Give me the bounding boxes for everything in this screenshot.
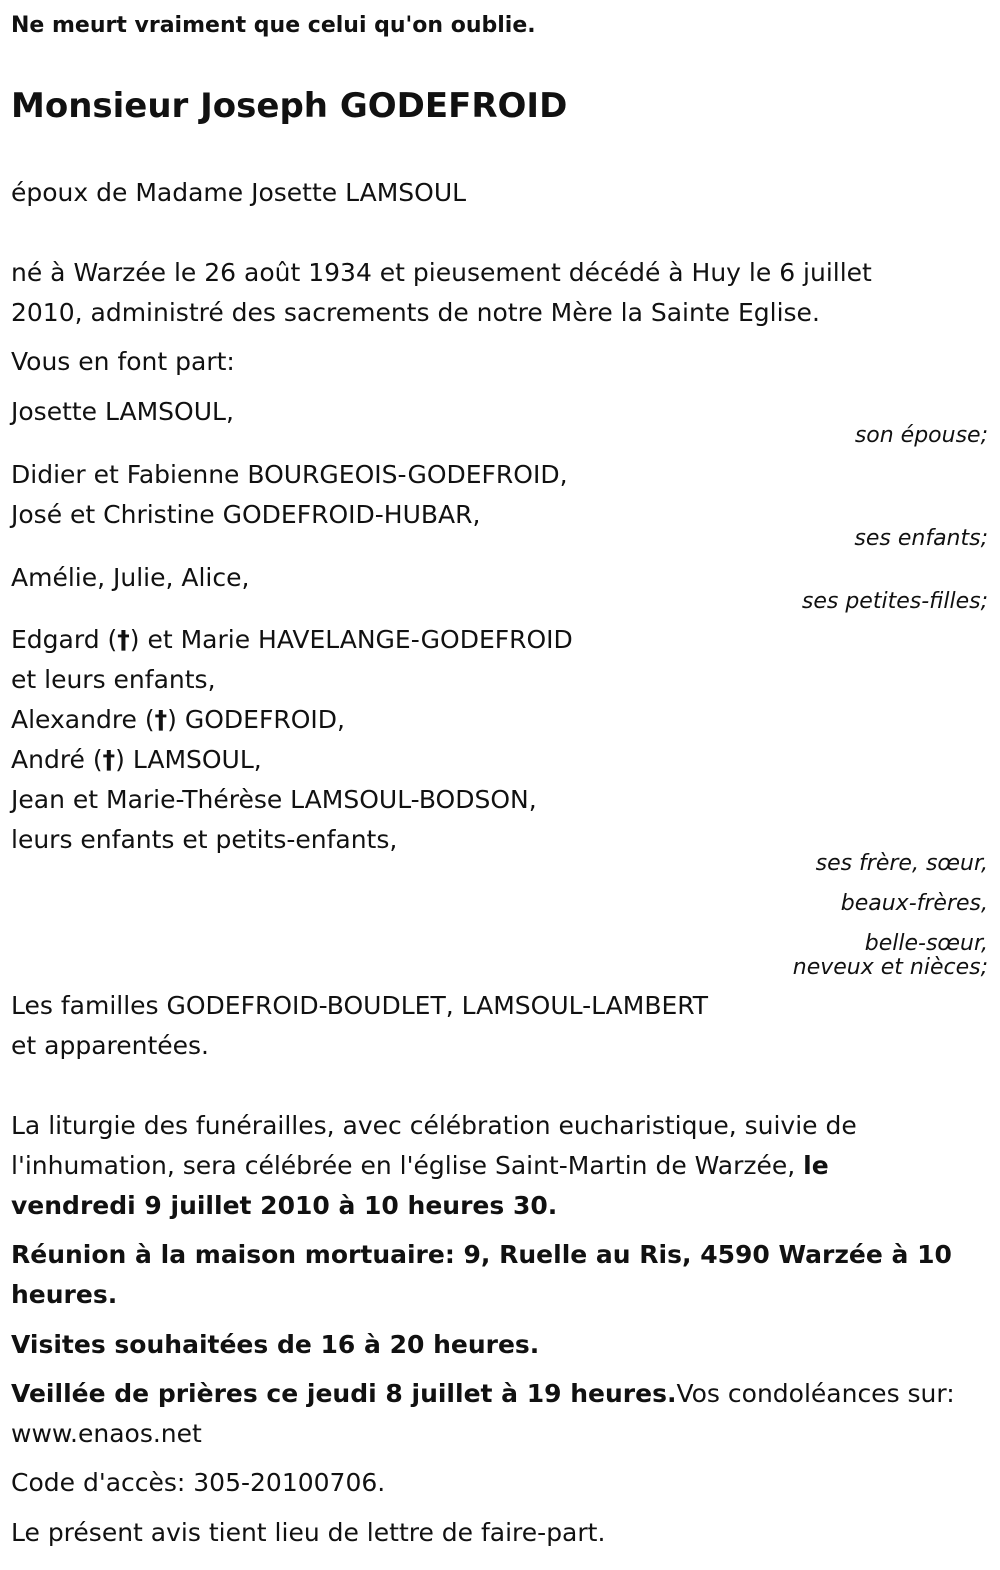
funeral-line-2-bold: le xyxy=(803,1151,829,1180)
sibling-alexandre-rest: ) GODEFROID, xyxy=(167,705,345,734)
family-child-2: José et Christine GODEFROID-HUBAR, xyxy=(11,500,481,529)
relation-siblings-4: neveux et nièces; xyxy=(792,955,988,980)
relation-siblings-3: belle-sœur, xyxy=(864,931,988,956)
sibling-edgard-children: et leurs enfants, xyxy=(11,665,216,694)
birth-death-line-1: né à Warzée le 26 août 1934 et pieusement décédé à Huy le 6 juillet xyxy=(11,258,872,287)
family-child-1: Didier et Fabienne BOURGEOIS-GODEFROID, xyxy=(11,460,568,489)
family-spouse-name: Josette LAMSOUL, xyxy=(11,397,234,426)
funeral-date: vendredi 9 juillet 2010 à 10 heures 30. xyxy=(11,1191,558,1220)
funeral-line-2 xyxy=(11,1150,829,1182)
sibling-edgard-rest: ) et Marie HAVELANGE-GODEFROID xyxy=(129,625,573,654)
relation-spouse: son épouse; xyxy=(854,423,988,448)
vigil: Veillée de prières ce jeudi 8 juillet à 19 heures. xyxy=(11,1379,677,1408)
website-link[interactable]: www.enaos.net xyxy=(11,1419,202,1448)
cross-icon: † xyxy=(154,705,168,734)
relation-siblings-1: ses frère, sœur, xyxy=(815,851,988,876)
vigil-line xyxy=(11,1378,955,1410)
cross-icon: † xyxy=(102,745,116,774)
sibling-alexandre xyxy=(11,704,345,736)
funeral-line-1: La liturgie des funérailles, avec célébration eucharistique, suivie de xyxy=(11,1111,857,1140)
funeral-line-2-text: l'inhumation, sera célébrée en l'église Saint-Martin de Warzée, xyxy=(11,1151,804,1180)
family-granddaughters: Amélie, Julie, Alice, xyxy=(11,563,250,592)
birth-death-line-2: 2010, administré des sacrements de notre Mère la Sainte Eglise. xyxy=(11,298,820,327)
relation-granddaughters: ses petites-filles; xyxy=(801,589,988,614)
sibling-andre-rest: ) LAMSOUL, xyxy=(115,745,262,774)
reunion-line-1: Réunion à la maison mortuaire: 9, Ruelle au Ris, 4590 Warzée à 10 xyxy=(11,1240,952,1269)
notice: Le présent avis tient lieu de lettre de faire-part. xyxy=(11,1518,606,1547)
motto: Ne meurt vraiment que celui qu'on oublie. xyxy=(11,13,536,38)
families-line-1: Les familles GODEFROID-BOUDLET, LAMSOUL-LAMBERT xyxy=(11,991,709,1020)
condolences-label: Vos condoléances sur: xyxy=(676,1379,955,1408)
sibling-andre-first: André ( xyxy=(11,745,103,774)
sibling-jean-marie-children: leurs enfants et petits-enfants, xyxy=(11,825,398,854)
announce-intro: Vous en font part: xyxy=(11,347,235,376)
reunion-line-2: heures. xyxy=(11,1280,118,1309)
deceased-name: Monsieur Joseph GODEFROID xyxy=(11,86,568,126)
sibling-andre xyxy=(11,744,262,776)
relation-siblings-2: beaux-frères, xyxy=(840,891,988,916)
families-line-2: et apparentées. xyxy=(11,1031,209,1060)
relation-children: ses enfants; xyxy=(854,526,988,551)
sibling-alexandre-first: Alexandre ( xyxy=(11,705,155,734)
sibling-jean-marie: Jean et Marie-Thérèse LAMSOUL-BODSON, xyxy=(11,785,537,814)
access-code: Code d'accès: 305-20100706. xyxy=(11,1468,386,1497)
visits: Visites souhaitées de 16 à 20 heures. xyxy=(11,1330,540,1359)
spouse-line: époux de Madame Josette LAMSOUL xyxy=(11,178,467,207)
sibling-edgard-first: Edgard ( xyxy=(11,625,118,654)
sibling-edgard xyxy=(11,624,573,656)
cross-icon: † xyxy=(117,625,130,654)
